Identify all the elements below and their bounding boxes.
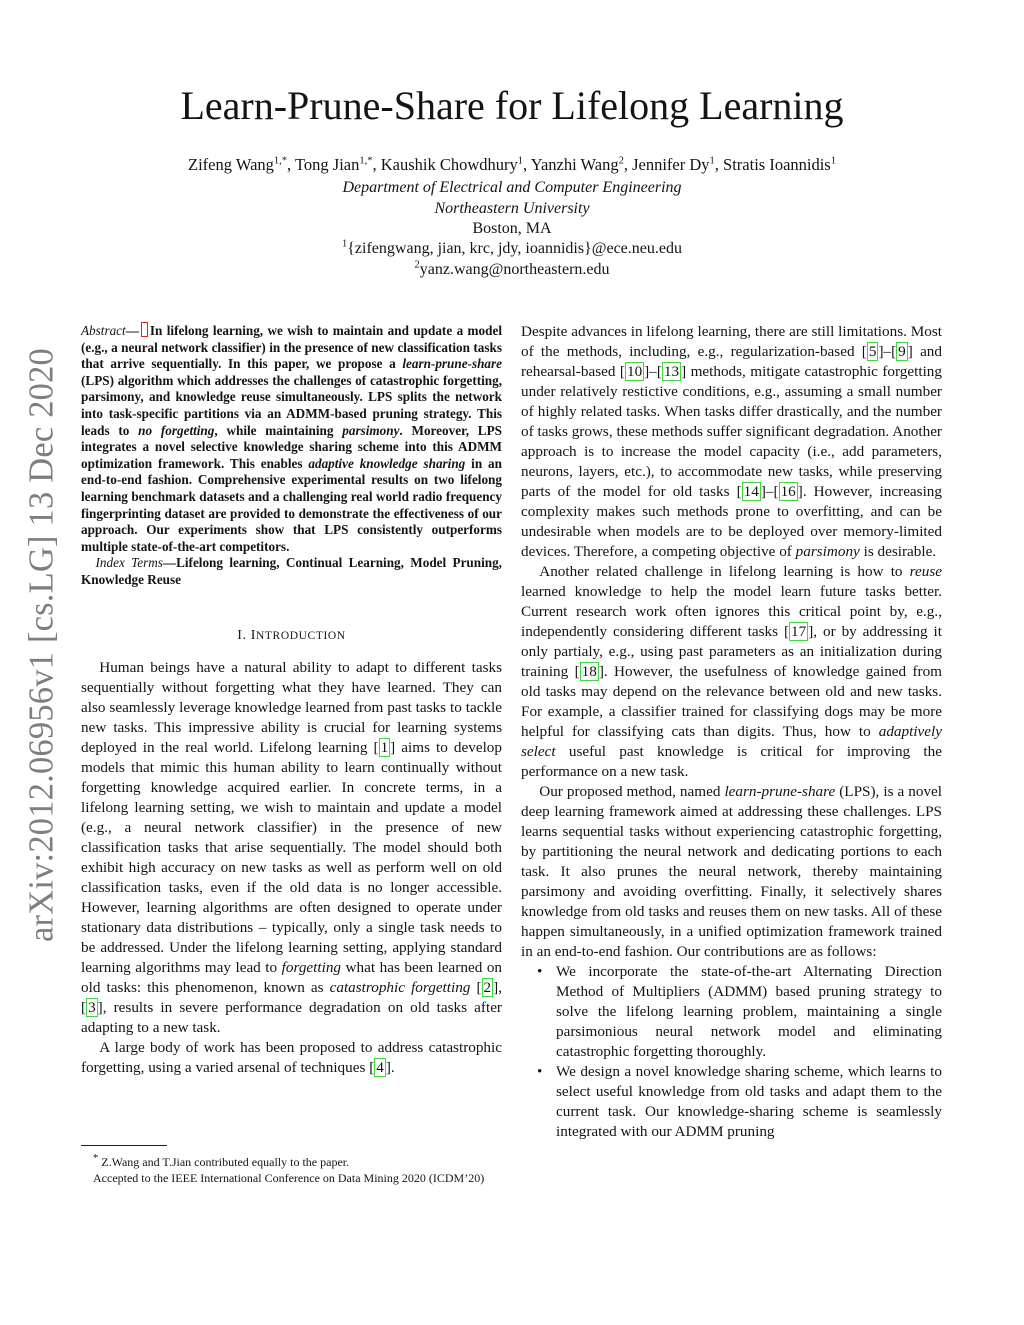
contribution-list [521, 962, 942, 1142]
citation-link[interactable]: 3 [88, 998, 96, 1016]
abstract-dash: — [125, 323, 139, 338]
text-run: Human beings have a natural ability to adapt to different tasks sequentially without forgetting what they have learned. They can also seamlessly leverage knowledge learned from past tasks to tackle new tasks. This impressive ability is crucial for learning systems deployed in the real world. Lifelong learning [81, 658, 502, 756]
author-list: Zifeng Wang$^{1,*}$, Tong Jian$^{1,*}$, Kaushik Chowdhury$^1$, Yanzhi Wang$^2$, Jennifer Dy$^1$, Stratis Ioannidis$^1$ [188, 155, 836, 174]
section-initial: I [250, 627, 257, 643]
text-run: is desirable. [859, 543, 937, 560]
text-run: – [765, 483, 774, 500]
text-run: useful past knowledge is critical for improving the performance on a new task. [521, 743, 942, 780]
email-line-1 [0, 239, 1024, 259]
text-run: , results in severe performance degradation on old tasks after adapting to a new task. [81, 998, 502, 1036]
intro-paragraph-1: Human beings have a natural ability to adapt to different tasks sequentially without forgetting what they have learned. They can also seamlessly leverage knowledge learned from past tasks to tackle new tasks. This impressive ability is crucial for learning systems deployed in the real world. Lifelong learning [ 1 ] aims to develop models that mimic this human ability to learn continually without forgetting knowledge acquired earlier. In concrete terms, in a lifelong learning setting, we wish to maintain and update a model (e.g., a neural network classifier) in the presence of new classification tasks that arise sequentially. The model should both exhibit high accuracy on new tasks as well as perform well on old classification tasks, even if the old data is no longer accessible. However, learning algorithms are often designed to operate under stationary data distributions – typically, only a single task needs to be addressed. Under the lifelong learning setting, applying standard learning algorithms may lead to forgetting what has been learned on old tasks: this phenomenon, known as catastrophic forgetting [ 2 ], [ 3 ], results in severe performance degradation on old tasks after adapting to a new task. [81, 658, 503, 1036]
citation-link[interactable]: 1 [380, 738, 389, 756]
email-address: {zifengwang, jian, krc, jdy, ioannidis}@ece.neu.edu [347, 240, 682, 257]
text-run: – [649, 363, 657, 380]
footnote-line-1 [81, 1155, 502, 1171]
section-heading-introduction [81, 626, 502, 646]
text-run: Despite advances in lifelong learning, there are still limitations. Most of the methods, including, e.g., regularization-based [521, 323, 942, 360]
emphasis: learn-prune-share [724, 783, 836, 800]
email-sup: 2 [414, 259, 420, 271]
author-sup: 1 [517, 155, 524, 167]
list-item-text: We design a novel knowledge sharing scheme, which learns to select useful knowledge from old tasks and adapt them to the current task. Our knowledge-sharing scheme is seamlessly integrated with our ADMM pruning [556, 1063, 942, 1140]
author-name: Jennifer Dy [632, 155, 710, 174]
emphasis: catastrophic forgetting [329, 978, 471, 996]
text-run: methods, mitigate catastrophic forgetting under relatively restictive conditions, e.g., assuming a small number of highly related tasks. When tasks differ drastically, and the number of tasks grows, these methods suffer significant degradation. Another approach is to increase the model capacity (i.e., add parameters, neurons, layers, etc.), to accommodate new tasks, while preserving parts of the model for old tasks [521, 363, 942, 500]
citation-link[interactable]: 9 [898, 343, 906, 360]
abstract [81, 322, 502, 555]
citation-link[interactable]: 14 [743, 483, 759, 500]
author-sup: 1 [830, 155, 836, 167]
abstract-label: Abstract [81, 323, 126, 338]
text-run: . [390, 1058, 395, 1076]
citation-link[interactable]: 18 [581, 663, 597, 680]
abstract-text: (LPS) algorithm which addresses the challenges of catastrophic forgetting, parsimony, and knowledge reuse simultaneously. LPS splits the network into task-specific partitions via an ADMM-based pruning strategy. This leads to [81, 372, 502, 438]
author-name: Tong Jian [294, 155, 360, 174]
citation-link[interactable]: 5 [868, 343, 877, 360]
list-item [537, 1062, 942, 1142]
affiliation-city: Boston, MA [472, 220, 552, 237]
abstract-emphasis: adaptive knowledge sharing [308, 455, 466, 471]
text-run: . However, the usefulness of knowledge gained from old tasks may depend on the relevance between old and new tasks. For example, a classifier trained for classifying dogs may be more helpful for classifying cats than digits. Thus, how to [521, 663, 942, 740]
citation-link[interactable]: 4 [376, 1058, 384, 1076]
index-terms-text: Lifelong learning, Continual Learning, Model Pruning, Knowledge Reuse [81, 555, 502, 587]
bullet-glyph: • [537, 963, 543, 980]
footnote-text: Z.Wang and T.Jian contributed equally to the paper. [98, 1155, 350, 1169]
text-run: A large body of work has been proposed to address catastrophic forgetting, using a varied arsenal of techniques [81, 1038, 502, 1076]
footnote-line-2: Accepted to the IEEE International Conference on Data Mining 2020 (ICDM’20) [93, 1170, 485, 1185]
right-paragraph-2: Another related challenge in lifelong learning is how to reuse learned knowledge to help the model learn future tasks better. Current research work often ignores this critical point by, e.g., independently considering different tasks [ 17 ], or by addressing it only partialy, e.g., using past parameters as an initialization during training [ 18 ]. However, the usefulness of knowledge gained from old tasks may depend on the relevance between old and new tasks. For example, a classifier trained for classifying dogs may be more helpful for classifying cats than digits. Thus, how to adaptively select useful past knowledge is critical for improving the performance on a new task. [521, 563, 942, 780]
citation-link[interactable]: 2 [483, 978, 492, 996]
text-run: and rehearsal-based [521, 343, 942, 380]
text-run: what has been learned on old tasks: this phenomenon, known as [81, 958, 503, 996]
emphasis: forgetting [281, 958, 342, 976]
text-run: learned knowledge to help the model learn future tasks better. Current research work often ignores this critical point by, e.g., independently considering different tasks [521, 583, 942, 640]
index-terms [81, 555, 502, 588]
text-run: Our proposed method, named [539, 783, 725, 800]
abstract-text: In lifelong learning, we wish to maintain and update a model (e.g., a neural network classifier) in the presence of new classification tasks that arrive sequentially. In this paper, we propose a [81, 323, 502, 372]
author-name: Yanzhi Wang [530, 155, 619, 174]
author-sup: 2 [618, 155, 624, 167]
abstract-text: , while maintaining [214, 422, 343, 438]
right-column [521, 322, 942, 1142]
author-name: Stratis Ioannidis [723, 155, 831, 174]
list-item [537, 962, 942, 1062]
email-line-2 [0, 260, 1024, 280]
footnote-symbol: * [93, 1153, 99, 1164]
annotation-box [141, 322, 148, 337]
section-numeral: I. [237, 627, 251, 643]
affiliation-university: Northeastern University [434, 200, 590, 217]
index-terms-label: Index Terms [95, 555, 163, 571]
text-run: , [498, 978, 502, 996]
citation-link[interactable]: 17 [791, 623, 807, 640]
affiliation-department: Department of Electrical and Computer Engineering [342, 179, 682, 196]
author-sup: 1 [709, 155, 715, 167]
author-sup: 1,* [359, 155, 373, 167]
text-run [470, 979, 476, 996]
author-name: Kaushik Chowdhury [380, 155, 518, 174]
abstract-emphasis: parsimony [342, 422, 400, 438]
author-sup: 1,* [273, 155, 288, 167]
left-column [81, 322, 502, 1078]
text-run: Another related challenge in lifelong learning is how to [539, 563, 910, 580]
text-run: (LPS), is a novel deep learning framework aimed at addressing these challenges. LPS learns sequential tasks without experiencing catastrophic forgetting, by partitioning the neural network and dedicating portions to each task. It also prunes the neural network, thereby maintaining parsimony and avoiding overfitting. Finally, it selectively shares knowledge from old tasks and reuses them on new tasks. All of these happen simultaneously, in a unified optimization framework trained in an end-to-end fashion. Our contributions are as follows: [521, 783, 942, 960]
text-run: , or by addressing it only partialy, e.g., using past parameters as an initialization during training [521, 623, 942, 680]
abstract-text: in an end-to-end fashion. Comprehensive experimental results on two lifelong learning benchmark datasets and a challenging real world radio frequency fingerprinting dataset are provided to demonstrate the effectiveness of our approach. Our experiments show that LPS consistently outperforms multiple state-of-the-art competitors. [81, 455, 502, 554]
citation-link[interactable]: 10 [626, 363, 643, 380]
text-run: . However, increasing complexity makes such methods prone to overfitting, and can be undesirable when models are to be deployed over memory-limited devices. Therefore, a competing objective of [521, 483, 942, 560]
text-run: aims to develop models that mimic this human ability to learn continually without forgetting knowledge acquired earlier. In concrete terms, in a lifelong learning setting, we wish to maintain and update a model (e.g., a neural network classifier) in the presence of new classification tasks that arise sequentially. The model should both exhibit high accuracy on new tasks as well as perform well on old classification tasks, even if the old data is no longer accessible. However, learning algorithms are often designed to operate under stationary data distributions – typically, only a single task needs to be addressed. Under the lifelong learning setting, applying standard learning algorithms may lead to [81, 738, 502, 976]
citation-link[interactable]: 13 [663, 363, 680, 380]
abstract-text: . Moreover, LPS integrates a novel selective knowledge sharing scheme into this ADMM optimization framework. This enables [81, 422, 502, 471]
right-paragraph-3 [521, 782, 942, 962]
citation-link[interactable]: 16 [780, 483, 796, 500]
text-run: – [883, 343, 892, 360]
author-name: Zifeng Wang [188, 155, 274, 174]
list-item-text: We incorporate the state-of-the-art Alternating Direction Method of Multipliers (ADMM) based pruning strategy to solve the lifelong learning problem, maintaining a single parsimonious neural network model and eliminating catastrophic forgetting thoroughly. [556, 963, 942, 1060]
bullet-glyph: • [537, 1063, 543, 1080]
arxiv-id-text: arXiv:2012.06956v1 [cs.LG] 13 Dec 2020 [22, 348, 61, 942]
email-address: yanz.wang@northeastern.edu [419, 261, 610, 278]
right-paragraph-1: Despite advances in lifelong learning, there are still limitations. Most of the methods, including, e.g., regularization-based [ 5 ]–[ 9 ] and rehearsal-based [ 10 ]–[ 13 ] methods, mitigate catastrophic forgetting under relatively restictive conditions, e.g., assuming a small number of highly related tasks. When tasks differ drastically, and the number of tasks grows, these methods suffer significant degradation. Another approach is to increase the model capacity (i.e., add parameters, neurons, layers, etc.), to accommodate new tasks, while preserving parts of the model for old tasks [ 14 ]–[ 16 ]. However, increasing complexity makes such methods prone to overfitting, and can be undesirable when models are to be deployed over memory-limited devices. Therefore, a competing objective of parsimony is desirable. [521, 323, 942, 560]
intro-paragraph-2: A large body of work has been proposed to address catastrophic forgetting, using a varied arsenal of techniques [ 4 ]. [81, 1038, 502, 1076]
email-sup: 1 [342, 238, 348, 250]
emphasis: parsimony [795, 543, 860, 560]
section-rest: NTRODUCTION [256, 629, 346, 642]
abstract-emphasis: no forgetting [138, 422, 215, 438]
emphasis: reuse [909, 563, 942, 580]
index-terms-dash: — [162, 555, 177, 571]
footnote [81, 1155, 502, 1186]
abstract-emphasis: learn-prune-share [402, 356, 502, 372]
emphasis: adaptively select [521, 723, 942, 760]
footnote-rule [81, 1145, 167, 1146]
arxiv-side-identifier [12, 350, 72, 940]
paper-title: Learn-Prune-Share for Lifelong Learning [180, 83, 844, 128]
